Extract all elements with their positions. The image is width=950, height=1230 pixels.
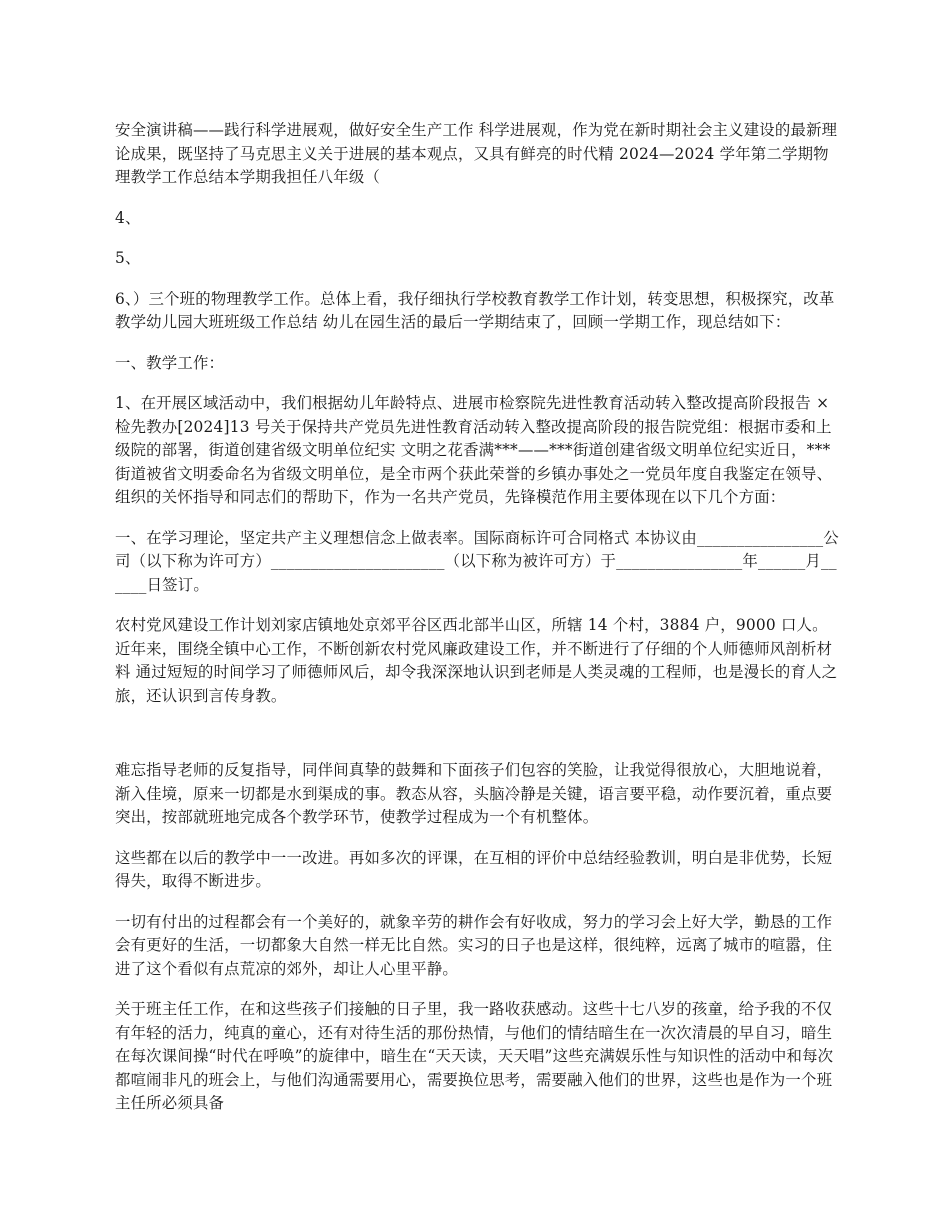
paragraph-mentor-guidance: 难忘指导老师的反复指导，同伴间真挚的鼓舞和下面孩子们包容的笑脸，让我觉得很放心，大胆地说着，渐入佳境，原来一切都是水到渠成的事。教态从容，头脑冷静是关键，语言要平稳，动作要沉着，重点要突出，按部就班地完成各个教学环节，使教学过程成为一个有机整体。 bbox=[115, 761, 833, 826]
paragraph-improvement: 这些都在以后的教学中一一改进。再如多次的评课，在互相的评价中总结经验教训，明白是非优势，长短得失，取得不断进步。 bbox=[115, 848, 833, 890]
document-body bbox=[115, 119, 839, 1133]
paragraph-item-6: 6、）三个班的物理教学工作。总体上看，我仔细执行学校教育教学工作计划，转变思想，积极探究，改革教学幼儿园大班班级工作总结 幼儿在园生活的最后一学期结束了，回顾一学期工作，现总结如下： bbox=[115, 289, 835, 331]
paragraph-class-teacher: 关于班主任工作，在和这些孩子们接触的日子里，我一路收获感动。这些十七八岁的孩童，给予我的不仅有年轻的活力，纯真的童心，还有对待生活的那份热情，与他们的情结暗生在一次次清晨的早自习，暗生在每次课间操“时代在呼唤”的旋律中，暗生在“天天读，天天唱”这些充满娱乐性与知识性的活动中和每次都喧闹非凡的班会上，与他们沟通需要用心，需要换位思考，需要融入他们的世界，这些也是作为一个班主任所必须具备 bbox=[115, 1000, 834, 1112]
blank-gap bbox=[115, 725, 839, 759]
paragraph-study-theory: 一、在学习理论，坚定共产主义理想信念上做表率。国际商标许可合同格式 本协议由________________公司（以下称为许可方）______________________（以下称为被许可方）于________________年______月______日签订。 bbox=[115, 528, 839, 594]
paragraph-item-5: 5、 bbox=[115, 249, 141, 267]
section-heading-teaching: 一、教学工作： bbox=[115, 353, 225, 372]
paragraph-rural-party: 农村党风建设工作计划刘家店镇地处京郊平谷区西北部半山区，所辖 14 个村，3884 户，9000 口人。近年来，围绕全镇中心工作，不断创新农村党风廉政建设工作，并不断进行了仔细的个人师德师风剖析材料 通过短短的时间学习了师德师风后，却令我深深地认识到老师是人类灵魂的工程师，也是漫长的育人之旅，还认识到言传身教。 bbox=[115, 616, 838, 705]
paragraph-regional-activities: 1、在开展区域活动中，我们根据幼儿年龄特点、进展市检察院先进性教育活动转入整改提高阶段报告 ×检先教办[2024]13 号关于保持共产党员先进性教育活动转入整改提高阶段的报告院党组：根据市委和上级院的部署，街道创建省级文明单位纪实 文明之花香满***——***街道创建省级文明单位纪实近日，***街道被省文明委命名为省级文明单位，是全市两个获此荣誉的乡镇办事处之一党员年度自我鉴定在领导、组织的关怀指导和同志们的帮助下，作为一名共产党员，先锋模范作用主要体现在以下几个方面： bbox=[115, 394, 833, 506]
paragraph-effort: 一切有付出的过程都会有一个美好的，就象辛劳的耕作会有好收成，努力的学习会上好大学，勤恳的工作会有更好的生活，一切都象大自然一样无比自然。实习的日子也是这样，很纯粹，远离了城市的喧嚣，住进了这个看似有点荒凉的郊外，却让人心里平静。 bbox=[115, 912, 833, 978]
paragraph-item-4: 4、 bbox=[115, 208, 141, 227]
paragraph-intro: 安全演讲稿——践行科学进展观，做好安全生产工作 科学进展观，作为党在新时期社会主义建设的最新理论成果，既坚持了马克思主义关于进展的基本观点，又具有鲜亮的时代精 2024—2024 学年第二学期物理教学工作总结本学期我担任八年级（ bbox=[115, 121, 838, 186]
